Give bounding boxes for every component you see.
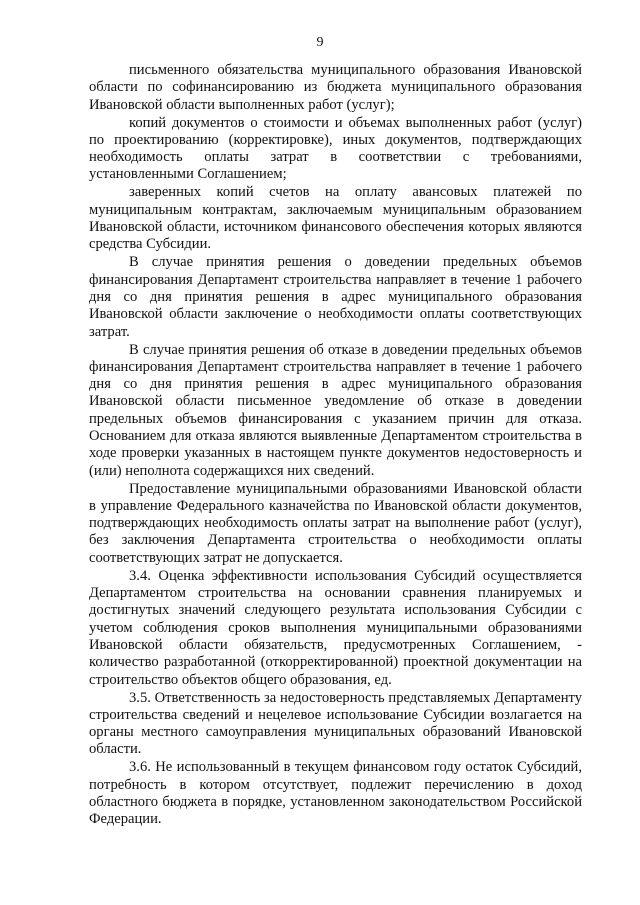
page-number: 9: [316, 35, 324, 50]
paragraph-section-3-5: 3.5. Ответственность за недостоверность представляемых Департаменту строительства сведений и нецелевое использование Субсидии возлагается на органы местного самоуправления муниципальных образований Ивановской области.: [89, 689, 582, 758]
paragraph-refusal-decision: В случае принятия решения об отказе в доведении предельных объемов финансирования Департамент строительства направляет в течение 1 рабочего дня со дня принятия решения в адрес муниципального образования Ивановской области письменное уведомление об отказе в доведении предельных объемов финансирования с указанием причин для отказа. Основанием для отказа являются выявленные Департаментом строительства в ходе проверки указанных в настоящем пункте документов недостоверность и (или) неполнота содержащихся них сведений.: [89, 341, 582, 479]
paragraph-written-obligation: письменного обязательства муниципального образования Ивановской области по софинансированию из бюджета муниципального образования Ивановской области выполненных работ (услуг);: [89, 62, 582, 113]
paragraph-section-3-4: 3.4. Оценка эффективности использования Субсидий осуществляется Департаментом строительства на основании сравнения планируемых и достигнутых значений следующего результата использования Субсидии с учетом соблюдения сроков выполнения муниципальными образованиями Ивановской области обязательств, предусмотренных Соглашением, - количество разработанной (откорректированной) проектной документации на строительство объектов общего образования, ед.: [89, 567, 582, 688]
paragraph-section-3-6: 3.6. Не использованный в текущем финансовом году остаток Субсидий, потребность в котором отсутствует, подлежит перечислению в доход областного бюджета в порядке, установленном законодательством Российской Федерации.: [89, 759, 582, 828]
document-body: [89, 62, 582, 829]
paragraph-funding-decision: В случае принятия решения о доведении предельных объемов финансирования Департамент строительства направляет в течение 1 рабочего дня со дня принятия решения в адрес муниципального образования Ивановской области заключение о необходимости оплаты соответствующих затрат.: [89, 254, 582, 340]
paragraph-invoice-copies: заверенных копий счетов на оплату авансовых платежей по муниципальным контрактам, заключаемым муниципальным образованием Ивановской области, источником финансового обеспечения которых являются средства Субсидии.: [89, 184, 582, 253]
paragraph-cost-documents: копий документов о стоимости и объемах выполненных работ (услуг) по проектированию (корректировке), иных документов, подтверждающих необходимость оплаты затрат в соответствии с требованиями, установленными Соглашением;: [89, 114, 582, 183]
paragraph-treasury-submission: Предоставление муниципальными образованиями Ивановской области в управление Федерального казначейства по Ивановской области документов, подтверждающих необходимость оплаты затрат на выполнение работ (услуг), без заключения Департамента строительства о необходимости оплаты соответствующих затрат не допускается.: [89, 480, 582, 566]
